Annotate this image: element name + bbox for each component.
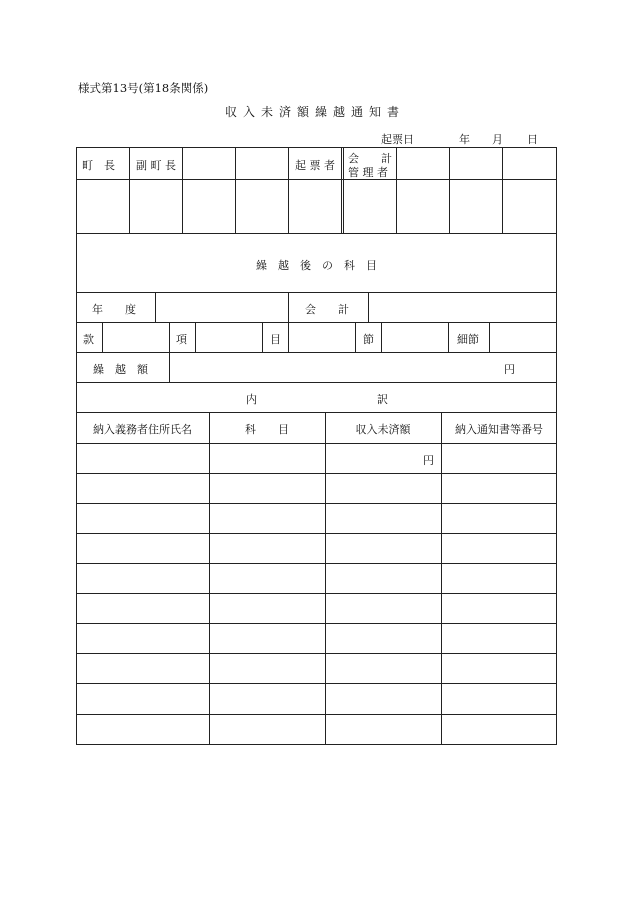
breakdown-yen-unit: 円 — [423, 454, 434, 467]
table-row — [76, 683, 557, 714]
form-code: 様式第13号(第18条関係) — [78, 81, 209, 95]
kan-label: 款 — [83, 333, 94, 346]
carryover-yen-unit: 円 — [504, 363, 515, 376]
fiscal-year-label: 年 度 — [92, 303, 136, 316]
accountant-label-line1: 会 計 — [348, 152, 392, 165]
table-row — [76, 563, 557, 593]
form-title: 収入未済額繰越通知書 — [224, 105, 405, 119]
kou-label: 項 — [176, 333, 187, 346]
table-row — [76, 503, 557, 533]
drafter-label: 起 票 者 — [295, 159, 335, 172]
day-label: 日 — [527, 133, 538, 146]
moku-label: 目 — [270, 333, 281, 346]
table-row — [76, 653, 557, 683]
carryover-amount-label: 繰 越 額 — [93, 363, 148, 376]
col-header-unpaid: 収入未済額 — [355, 423, 411, 436]
saisetsu-label: 細節 — [457, 333, 479, 346]
town-head-label: 町 長 — [82, 159, 115, 172]
table-row — [76, 593, 557, 623]
month-label: 月 — [492, 133, 503, 146]
breakdown-label-left: 内 — [246, 393, 257, 406]
date-label: 起票日 — [381, 133, 414, 146]
table-row — [76, 473, 557, 503]
breakdown-label-right: 訳 — [377, 393, 388, 406]
col-header-notice-no: 納入通知書等番号 — [455, 423, 543, 436]
table-row — [76, 443, 557, 473]
account-label: 会 計 — [305, 303, 349, 316]
col-header-payer: 納入義務者住所氏名 — [93, 423, 192, 436]
year-label: 年 — [459, 133, 470, 146]
setsu-label: 節 — [363, 333, 374, 346]
carryover-subject-header: 繰 越 後 の 科 目 — [256, 259, 377, 272]
deputy-head-label: 副 町 長 — [136, 159, 176, 172]
table-row — [76, 714, 557, 745]
table-row — [76, 533, 557, 563]
accountant-label-line2: 管 理 者 — [348, 166, 388, 179]
table-row — [76, 623, 557, 653]
col-header-subject: 科 目 — [245, 423, 289, 436]
